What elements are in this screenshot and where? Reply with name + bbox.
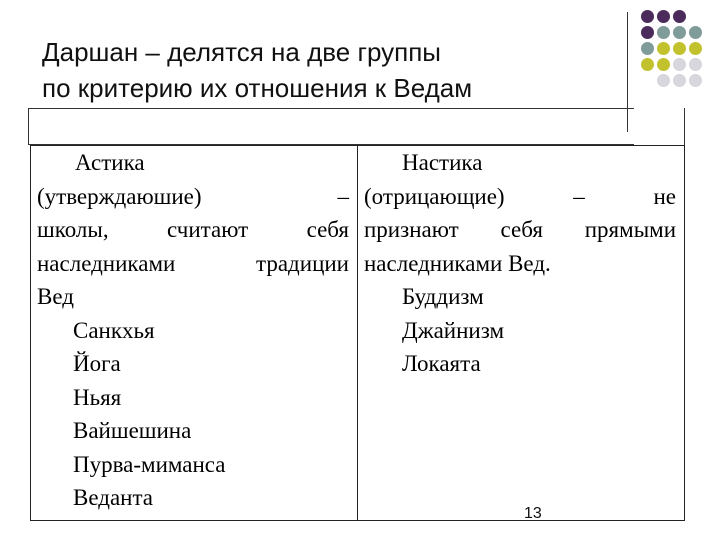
- astika-description-line: [37, 247, 349, 281]
- decorative-dot: [657, 74, 670, 87]
- nastika-schools-list: [358, 280, 684, 381]
- decorative-dot: [673, 58, 686, 71]
- decorative-dot: [689, 26, 702, 39]
- decorative-dot: [657, 58, 670, 71]
- nastika-description-word: прямыми: [584, 217, 677, 242]
- nastika-description-word: себя: [500, 217, 543, 242]
- nastika-description-word: признают: [364, 217, 459, 242]
- nastika-description-line: [364, 180, 676, 214]
- title-line-1: Даршан – делятся на две группы: [42, 37, 441, 67]
- decorative-dot: [689, 58, 702, 71]
- decorative-dot: [641, 26, 654, 39]
- astika-description-word: наследниками: [37, 250, 176, 276]
- nastika-description-line: [364, 213, 676, 247]
- slide-title: [42, 34, 602, 106]
- decorative-dot: [673, 26, 686, 39]
- decorative-dot: [673, 42, 686, 55]
- astika-description-word: школы,: [37, 217, 109, 242]
- decorative-dot: [657, 42, 670, 55]
- astika-column: [31, 146, 358, 520]
- astika-description-line: [37, 213, 349, 247]
- astika-schools-list: [31, 314, 357, 515]
- nastika-description-word: (отрицающие): [364, 183, 505, 209]
- nastika-description: [358, 180, 684, 281]
- astika-description-line: [37, 180, 349, 214]
- astika-description-word: традиции: [256, 250, 349, 276]
- title-line-2: по критерию их отношения к Ведам: [42, 73, 473, 103]
- divider-vertical: [627, 12, 628, 132]
- decorative-dot: [673, 10, 686, 23]
- decorative-dot: [689, 42, 702, 55]
- divider-left: [28, 108, 29, 145]
- nastika-description-word: не: [653, 183, 676, 209]
- decorative-dot: [657, 26, 670, 39]
- astika-description-word: –: [337, 183, 349, 209]
- school-item: Пурва-миманса: [73, 451, 226, 477]
- astika-description-word: считают: [167, 217, 249, 242]
- divider-top: [28, 108, 634, 109]
- school-item: Джайнизм: [402, 317, 505, 343]
- astika-description-word: себя: [306, 217, 349, 242]
- decorative-dot: [689, 74, 702, 87]
- divider-right: [684, 108, 685, 145]
- nastika-description-word: –: [573, 183, 585, 209]
- decorative-dot: [641, 42, 654, 55]
- decorative-dot: [641, 10, 654, 23]
- decorative-dot: [657, 10, 670, 23]
- school-item: Буддизм: [402, 284, 484, 309]
- nastika-heading: Настика: [402, 150, 483, 175]
- school-item: Йога: [73, 351, 121, 376]
- school-item: Локаята: [402, 351, 481, 376]
- nastika-column: [358, 146, 684, 520]
- astika-description-word: (утверждаюшие): [37, 183, 202, 209]
- astika-heading: Астика: [75, 150, 145, 175]
- school-item: Санкхья: [73, 317, 155, 343]
- decorative-dot: [673, 74, 686, 87]
- school-item: Веданта: [73, 485, 154, 510]
- astika-description: [31, 180, 357, 314]
- page-number: 13: [524, 505, 542, 522]
- school-item: Ньяя: [73, 384, 122, 410]
- school-item: Вайшешина: [73, 418, 192, 443]
- astika-description-last-line: Вед: [37, 284, 74, 309]
- darshan-table: [30, 145, 685, 521]
- decorative-dot: [641, 58, 654, 71]
- nastika-description-last-line: наследниками Вед.: [364, 250, 551, 276]
